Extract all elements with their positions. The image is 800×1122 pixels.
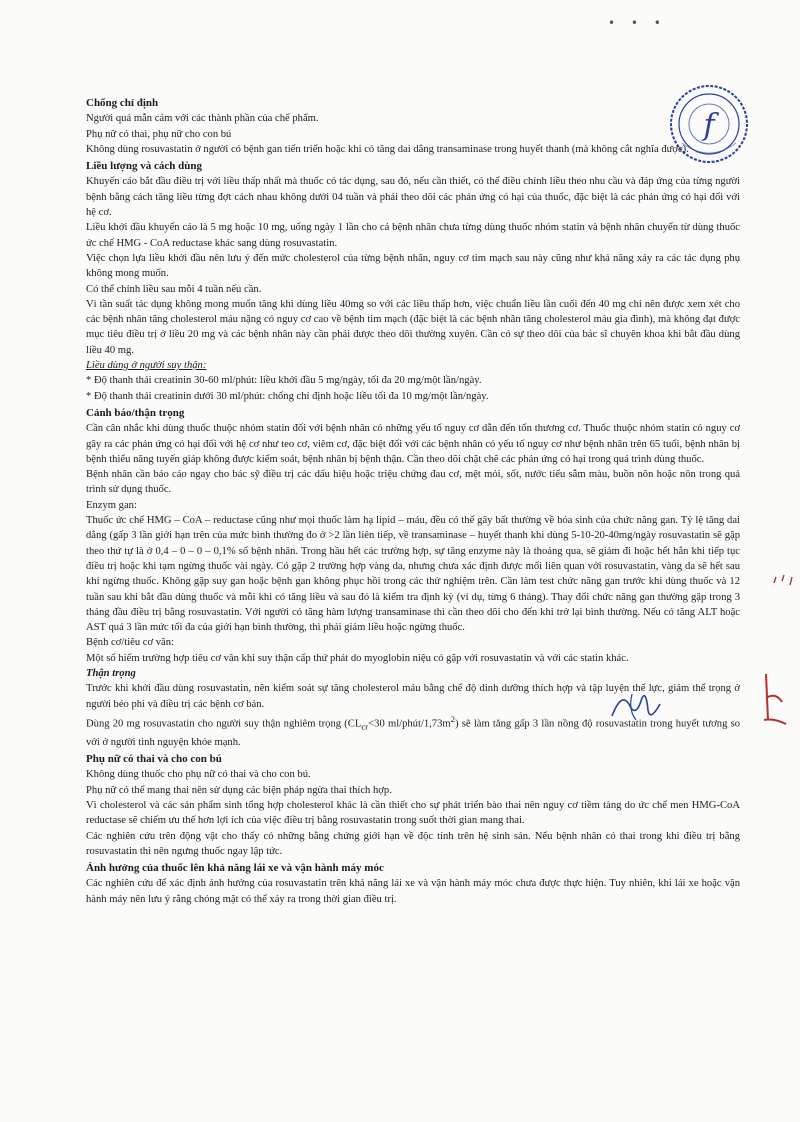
paragraph: Một số hiếm trường hợp tiêu cơ vân khi suy thận cấp thứ phát do myoglobin niệu có gặp với rosuvastatin và với các statin khác.	[86, 652, 629, 664]
subscript: cr	[361, 721, 369, 732]
paragraph: Cần cân nhắc khi dùng thuốc thuộc nhóm statin đối với bệnh nhân có những yếu tố nguy cơ dẫn đến tổn thương cơ. Thuốc thuộc nhóm statin có nguy cơ gây ra các phản ứng có hại đối với hệ cơ như teo cơ, viêm cơ, đặc biệt đối với các bệnh nhân có yếu tố nguy cơ như bệnh nhân trên 65 tuổi, bệnh nhân bị bệnh thiểu năng tuyến giáp không được kiểm soát, bệnh nhân bị bệnh thận. Cần theo dõi chặt chẽ các phản ứng có hại trong quá trình dùng thuốc.	[86, 423, 740, 465]
section-contraindications	[86, 96, 740, 157]
corner-dots: • • •	[608, 16, 667, 30]
svg-text:f: f	[703, 108, 715, 143]
paragraph: Người quá mẫn cảm với các thành phần của chế phẩm.	[86, 113, 319, 125]
section-heading: Cảnh báo/thận trọng	[86, 406, 185, 419]
section-heading: Chống chỉ định	[86, 97, 159, 109]
section-heading: Phụ nữ có thai và cho con bú	[86, 753, 222, 766]
paragraph: Phụ nữ có thai, phụ nữ cho con bú	[86, 128, 232, 140]
section-dosage	[86, 159, 740, 404]
paragraph: Bệnh cơ/tiêu cơ vân:	[86, 637, 174, 649]
paragraph: * Độ thanh thải creatinin dưới 30 ml/phút: chống chỉ định hoặc liều tối đa 10 mg/một lần/ngày.	[86, 390, 489, 402]
paragraph: Bệnh nhân cần báo cáo ngay cho bác sỹ điều trị các dấu hiệu hoặc triệu chứng đau cơ, mệt mỏi, sốt, nước tiểu sẫm màu, buồn nôn hoặc nôn trong quá trình sử dụng thuốc.	[86, 469, 740, 496]
text-run: ) sẽ làm tăng gấp 3 lần nồng độ rosuvastatin trong huyết tương so với ở người tình nguyện khỏe mạnh.	[86, 718, 740, 748]
paragraph: Việc chọn lựa liều khởi đầu nên lưu ý đến mức cholesterol của từng bệnh nhân, nguy cơ tim mạch sau này cũng như khả năng xảy ra các tác dụng phụ không mong muốn.	[86, 252, 740, 280]
superscript: 2	[450, 713, 456, 724]
section-warnings	[86, 406, 740, 750]
document-body	[86, 96, 740, 907]
paragraph: Enzym gan:	[86, 499, 137, 511]
section-heading: Liều lượng và cách dùng	[86, 160, 202, 173]
text-run: <30 ml/phút/1,73m	[368, 718, 451, 730]
paragraph: Liều khởi đầu khuyến cáo là 5 mg hoặc 10 mg, uống ngày 1 lần cho cả bệnh nhân chưa từng dùng thuốc nhóm statin và bệnh nhân chuyển từ dùng thuốc ức chế HMG - CoA reductase khác sang dùng rosuvastatin.	[86, 222, 740, 249]
paragraph: Trước khi khởi đầu dùng rosuvastatin, nên kiểm soát sự tăng cholesterol máu bằng chế độ dinh dưỡng thích hợp và tập luyện thể lực, giảm thể trọng ở người béo phì và điều trị các bệnh cơ bản.	[86, 683, 740, 710]
margin-handwriting	[770, 565, 798, 595]
paragraph: Khuyến cáo bắt đầu điều trị với liều thấp nhất mà thuốc có tác dụng, sau đó, nếu cần thiết, có thể điều chỉnh liều theo nhu cầu và đáp ứng của từng người bệnh bằng cách tăng liều từng đợt cách nhau không dưới 04 tuần và phải theo dõi các phản ứng có hại của thuốc, đặc biệt là các phản ứng có hại đối với hệ cơ.	[86, 176, 740, 219]
text-run: Dùng 20 mg rosuvastatin cho người suy thận nghiêm trọng (CL	[86, 718, 362, 730]
paragraph: Phụ nữ có thể mang thai nên sử dụng các biện pháp ngừa thai thích hợp.	[86, 784, 392, 796]
paragraph: Thuốc ức chế HMG – CoA – reductase cũng như mọi thuốc làm hạ lipid – máu, đều có thể gây bất thường về hóa sinh của chức năng gan. Tỷ lệ tăng dai dẳng (gấp 3 lần giới hạn trên của mức bình thường đo ở >2 lần liên tiếp, về transaminase – huyết thanh khi dùng 5-10-20-40mg/ngày rosuvastatin sẽ gặp theo thứ tự là ở 0,4 – 0 – 0 – 0,1% số bệnh nhân. Trong hầu hết các trường hợp, sự tăng enzyme này là thoáng qua, sẽ giảm đi hoặc hết hẳn khi tiếp tục điều trị hoặc khi tạm ngừng thuốc vài ngày. Có gặp 2 trường hợp vàng da, nhưng chưa xác định được mối liên quan với rosuvastatin, vàng da sẽ hết sau khi ngừng thuốc. Không gặp suy gan hoặc bệnh gan không phục hồi trong các thử nghiệm trên. Cần làm test chức năng gan trước khi dùng thuốc và 12 tuần sau khi bắt đầu dùng thuốc và mỗi khi có tăng liều và sau đó là kiểm tra định kỳ (ví dụ, từng 6 tháng). Thay đổi chức năng gan thường gặp trong 3 tháng đầu điều trị bằng rosuvastatin. Với người có tăng hàm lượng transaminase thì cần theo dõi cho đến khi trở lại bình thường. Nếu có tăng ALT hoặc AST quá 3 lần mức tối đa của giới hạn bình thường, thì phải giảm liều hoặc ngừng thuốc.	[86, 515, 740, 634]
paragraph: Không dùng thuốc cho phụ nữ có thai và cho con bú.	[86, 769, 311, 781]
sub-heading: Liều dùng ở người suy thận:	[86, 360, 207, 372]
paragraph	[86, 712, 740, 750]
paragraph: Không dùng rosuvastatin ở người có bệnh gan tiến triển hoặc khi có tăng dai dẳng transaminase trong huyết thanh (mà không cắt nghĩa được).	[86, 143, 689, 155]
section-pregnancy	[86, 752, 740, 859]
margin-signature-mark	[760, 668, 790, 728]
paragraph: * Độ thanh thải creatinin 30-60 ml/phút: liều khởi đầu 5 mg/ngày, tối đa 20 mg/một lần/ngày.	[86, 375, 482, 387]
paragraph: Có thể chỉnh liều sau mỗi 4 tuần nếu cần.	[86, 283, 262, 295]
paragraph: Các nghiên cứu trên động vật cho thấy có những bằng chứng giới hạn về độc tính trên hệ sinh sản. Nếu bệnh nhân có thai trong khi điều trị bằng rosuvastatin thì nên ngưng thuốc ngay lập tức.	[86, 830, 740, 857]
sub-heading: Thận trọng	[86, 667, 136, 679]
paragraph: Vì cholesterol và các sản phẩm sinh tổng hợp cholesterol khác là cần thiết cho sự phát triển bào thai nên nguy cơ tiềm tàng do ức chế men HMG-CoA reductase sẽ chiếm ưu thế hơn lợi ích của việc điều trị bằng rosuvastatin trong suốt thời gian mang thai.	[86, 800, 740, 827]
paragraph: Các nghiên cứu để xác định ảnh hưởng của rosuvastatin trên khả năng lái xe và vận hành máy móc chưa được thực hiện. Tuy nhiên, khi lái xe hoặc vận hành máy nên lưu ý rằng chóng mặt có thể xảy ra trong thời gian điều trị.	[86, 878, 740, 905]
section-heading: Ảnh hưởng của thuốc lên khả năng lái xe và vận hành máy móc	[86, 862, 384, 875]
section-driving	[86, 861, 740, 907]
paragraph: Vì tần suất tác dụng không mong muốn tăng khi dùng liều 40mg so với các liều thấp hơn, việc chuẩn liều lần cuối đến 40 mg chỉ nên được xem xét cho các bệnh nhân tăng cholesterol máu nặng có nguy cơ cao về bệnh tim mạch (đặc biệt là các bệnh nhân tăng cholesterol máu gia đình), mà không đạt được mục tiêu điều trị ở liều 20 mg và các bệnh nhân này cần phải được theo dõi thường xuyên. Cần có sự theo dõi của bác sĩ chuyên khoa khi bắt đầu dùng liều 40 mg.	[86, 298, 740, 356]
